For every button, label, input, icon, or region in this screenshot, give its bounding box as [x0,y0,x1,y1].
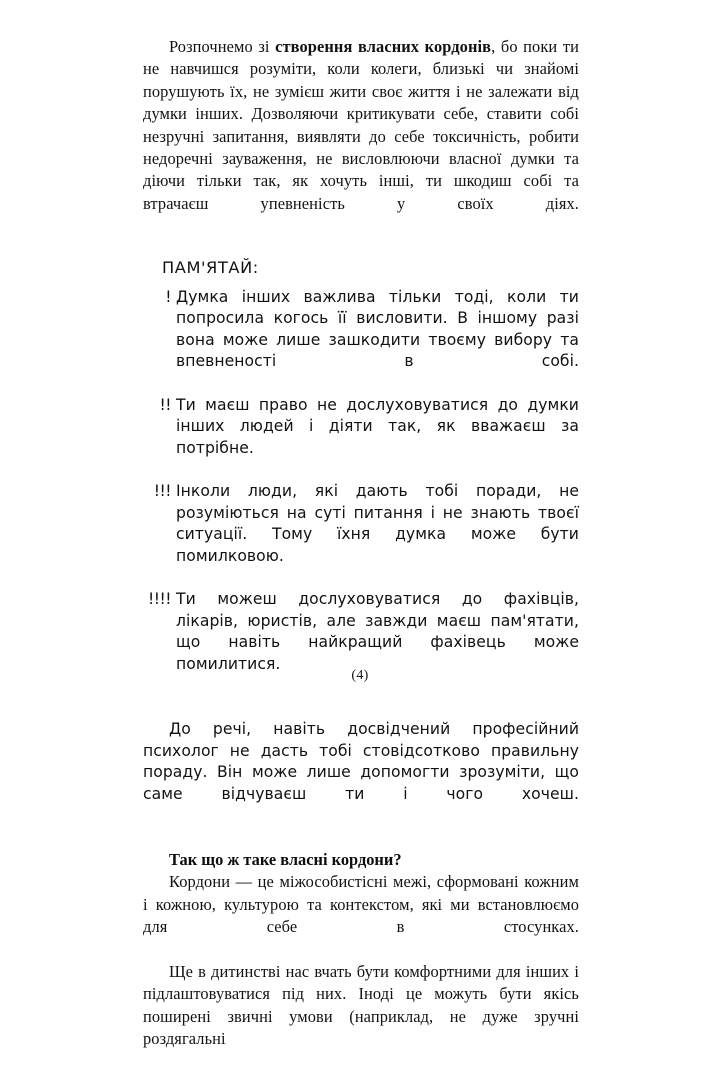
list-item [143,395,579,481]
intro-paragraph [143,36,579,238]
page-number: (4) [351,668,369,683]
list-marker: !!! [153,482,171,500]
boundaries-paragraph-2: Ще в дитинстві нас вчать бути комфортними для інших і підлаштовуватися під них. Іноді це можуть бути якісь поширені звичні умови (наприклад, не дуже зручні роздягальні [143,961,579,1049]
list-item [143,481,579,589]
list-item-text: Ти маєш право не дослуховуватися до думки інших людей і діяти так, як вважаєш за потрібне. [176,395,579,457]
intro-lead-text: Розпочнемо зі [169,37,276,56]
boundaries-heading: Так що ж таке власні кордони? [169,849,402,869]
spacer [143,279,579,287]
remember-list [143,287,579,697]
boundaries-paragraph-1: Кордони — це міжособистісні межі, сформовані кожним і кожною, культурою та контекстом, які ми встановлюємо для себе в стосунках. [143,872,579,937]
list-item [143,287,579,395]
list-item-text: Ти можеш дослуховуватися до фахівців, лікарів, юристів, але завжди маєш пам'ятати, що навіть найкращий фахівець може помилитися. [176,589,579,673]
list-marker: !! [159,395,171,414]
list-marker: ! [165,287,171,306]
list-item-text: Інколи люди, які дають тобі поради, не розуміються на суті питання і не знають твоєї ситуації. Тому їхня думка може бути помилковою. [176,482,579,565]
spacer [143,697,579,719]
text-column [143,36,579,1073]
list-item-text: Думка інших важлива тільки тоді, коли ти попросила когось її висловити. В іншому разі вона може лише зашкодити твоєму вибору та впевненості в собі. [176,287,579,371]
spacer [143,827,579,849]
remember-heading: ПАМ'ЯТАЙ: [162,257,259,277]
list-marker: !!!! [147,589,171,608]
spacer [143,238,579,257]
intro-rest-text: , бо поки ти не навчишся розуміти, коли колеги, близькі чи знайомі порушують їх, не зумієш жити своє життя і не залежати від думки інших. Дозволяючи критикувати себе, ставити собі незручні запитання, виявляти до себе токсичність, робити недоречні зауваження, не висловлюючи власної думки та діючи тільки так, як хочуть інші, ти шкодиш собі та втрачаєш упевненість у своїх діях. [143,37,579,213]
remember-block [143,257,579,827]
intro-bold-phrase: створення власних кордонів [275,37,492,56]
remember-closing-paragraph: До речі, навіть досвідчений професійний психолог не дасть тобі стовідсотково правильну пораду. Він може лише допомогти зрозуміти, що саме відчуваєш ти і чого хочеш. [143,719,579,803]
